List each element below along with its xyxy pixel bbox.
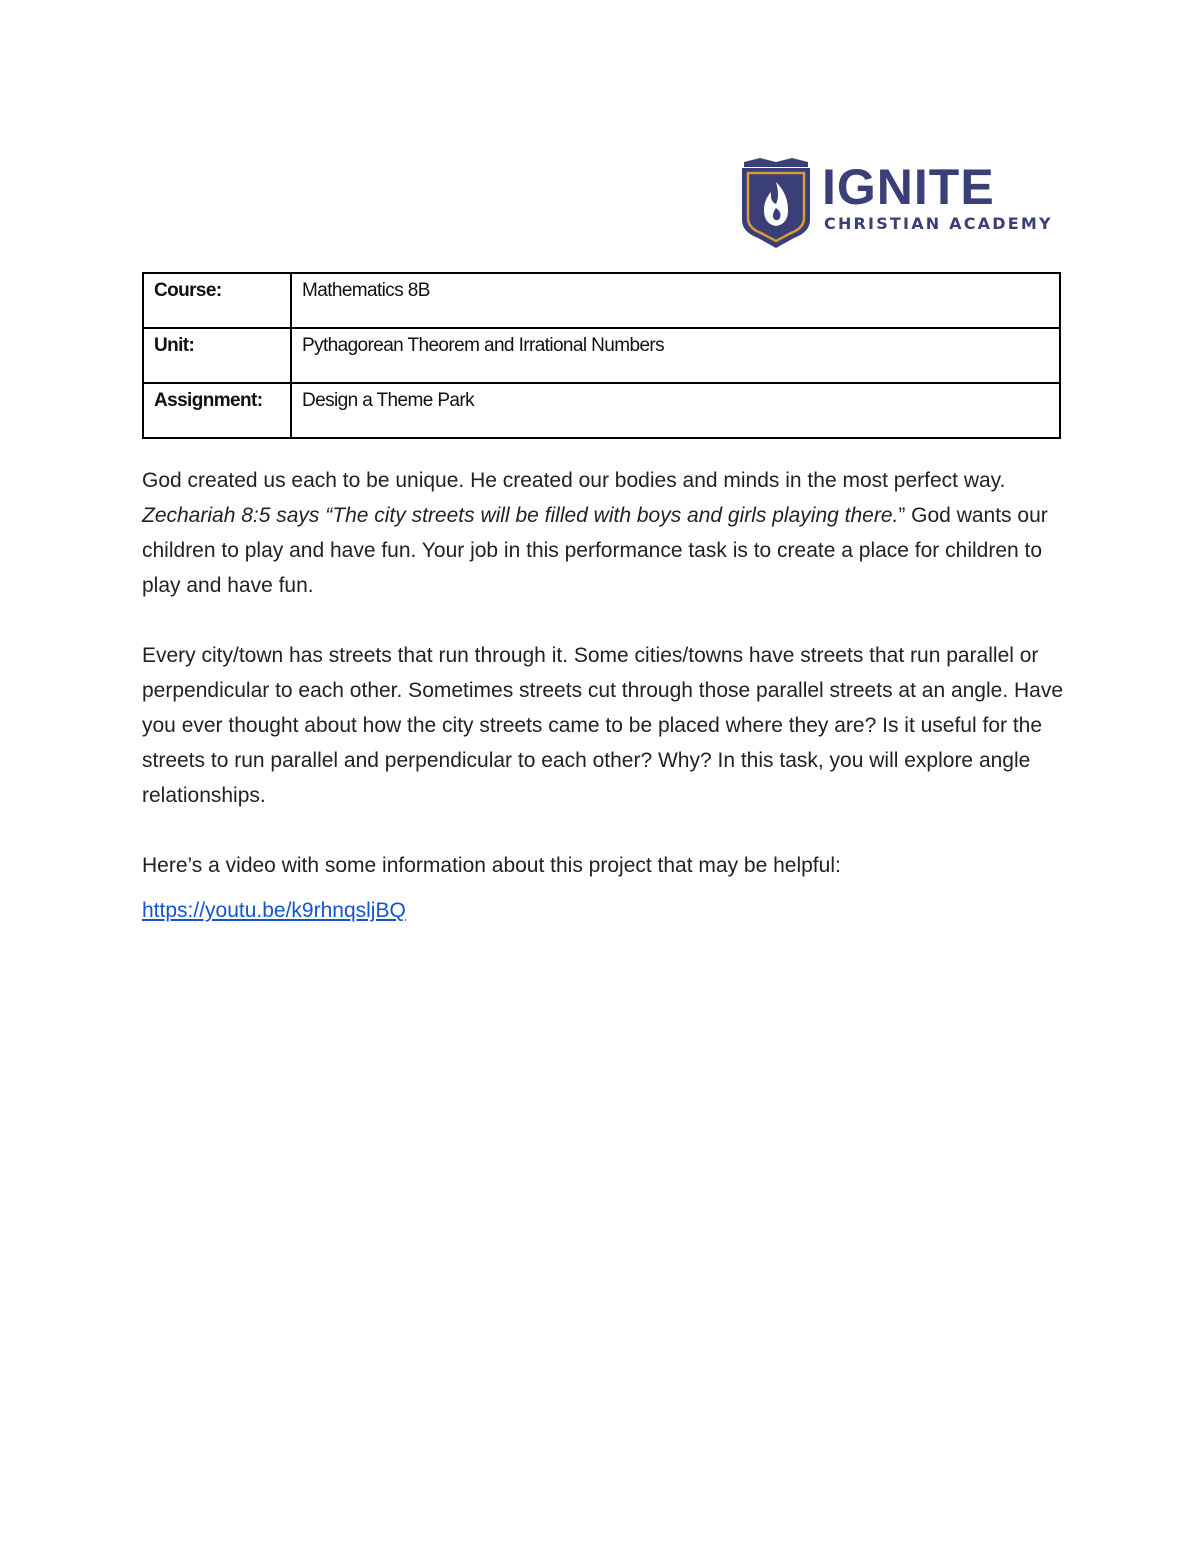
course-info-table [142,272,1061,439]
intro-paragraph [142,463,1067,603]
school-logo [738,156,1058,252]
video-intro-paragraph: Here’s a video with some information about this project that may be helpful: [142,854,841,877]
unit-value: Pythagorean Theorem and Irrational Numbers [291,328,1060,383]
flame-shield-icon [738,156,814,250]
intro-text-continued: ” God wants our children to play and have fun. Your job in this performance task is to create a place for children to play and have fun. [142,504,1048,597]
assignment-description [142,463,1067,963]
video-link-paragraph [142,893,1067,928]
logo-subtitle: CHRISTIAN ACADEMY [824,214,1053,233]
scripture-quote: Zechariah 8:5 says “The city streets will be filled with boys and girls playing there. [142,504,899,527]
assignment-label: Assignment: [143,383,291,438]
course-value: Mathematics 8B [291,273,1060,328]
table-row [143,328,1060,383]
course-label: Course: [143,273,291,328]
streets-paragraph: Every city/town has streets that run through it. Some cities/towns have streets that run parallel or perpendicular to each other. Sometimes streets cut through those parallel streets at an angle. Have you ever thought about how the city streets came to be placed where they are? Is it useful for the streets to run parallel and perpendicular to each other? Why? In this task, you will explore angle relationships. [142,644,1064,807]
video-link[interactable]: https://youtu.be/k9rhnqsljBQ [142,899,406,922]
assignment-value: Design a Theme Park [291,383,1060,438]
logo-wordmark: IGNITE [822,159,995,215]
table-row [143,273,1060,328]
unit-label: Unit: [143,328,291,383]
table-row [143,383,1060,438]
intro-text: God created us each to be unique. He created our bodies and minds in the most perfect way. [142,469,1006,492]
